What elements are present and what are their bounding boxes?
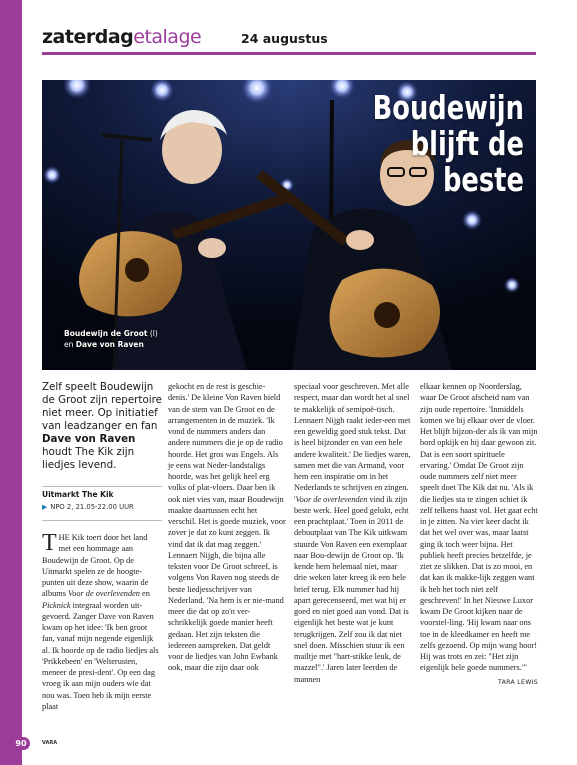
article-column-2 [168,381,286,674]
col3-p1: speciaal voor geschreven. Met alle respect, maar dan wordt het al snel te makkelijk of semipoë-tisch. Lennaert Nijgh raakt ieder-een met een geweldig goed stuk tekst. Dat is heel bijzonder en van een hele andere kwaliteit.' De liedjes waren, samen met die van Armand, voor hem een inspiratie om in het Nederlands te schrijven en zingen. ' [294,382,411,504]
caption-name2: Dave von Raven [75,340,144,349]
col1-p1c: integraal worden uit-gevoerd. Zanger Dave von Raven kwam op het idee: 'Ik ben groot fan, vanaf mijn negende eigenlijk al. Ik hoorde op de radio liedjes als 'Prikkebeen' en 'Welterusten, meneer de presi-dent'. Op een dag vroeg ik aan mijn ouders wie dat nou was. Toen heb ik mijn eerste plaat [42,600,159,711]
concert-photo [42,80,536,370]
intro-bold: Dave von Raven [42,433,136,445]
headline [373,90,524,198]
col1-album1: Voor de overlevenden [68,589,140,599]
purple-sidebar [0,0,22,765]
article-column-3 [294,381,412,685]
article-column-1 [42,532,160,712]
author-signature: TARA LEWIS [497,678,538,686]
section-title [42,26,201,48]
caption-pre2: en [64,340,76,349]
info-title: Uitmarkt The Kik [42,490,114,499]
play-triangle-icon: ▶ [42,503,48,511]
intro-part2: houdt The Kik zijn liedjes levend. [42,446,135,471]
photo-caption [64,328,158,350]
footer-logo: VARA [42,740,58,746]
info-line-text: NPO 2, 21.05-22.00 UUR [50,503,134,511]
col3-album: Voor de overlevenden [295,494,368,504]
broadcast-info [42,490,162,511]
col2-text: gekocht en de rest is geschie-denis.' De kleine Von Raven hield van de stem van De Groot en de arrangementen in de muziek. 'Ik vond de nummers anders dan andere nummers die je op de radio hoorde. Het gros was Engels. Als je eens wat Neder-landstaligs hoorde, was het gelijk heel erg volks of plat-vloers. Daar ben ik ook niet vies van, maar Boudewijn maakte daartussen echt het verschil. Het is goede muziek, voor zover je dat zo kunt zeggen. Ik vind dat ik dat mag zeggen.' Lennaert Nijgh, die bijna alle teksten voor De Groot schreef, is volgens Von Raven nog steeds de beste liedjesschrijver van Nederland. 'Na hem is er nie-mand meer die dat op zo'n ver-schrikkelijk goede manier heeft gedaan. Het zijn teksten die iedereen aanspreken. Dat geldt voor de liedjes van John Ewbank ook, maar die zijn daar ook [168,382,286,673]
col3-p1b: vind ik zijn beste werk. Heel goed gelukt, echt een prachtplaat.' Toen in 2011 de debuutplaat van The Kik uitkwam stuurde Von Raven een exemplaar naar Bou-dewijn de Groot op. 'Ik kende hem helemaal niet, maar drie weken later kreeg ik een hele brief terug. Elk nummer had hij apart gerecenseerd, met wat hij er goed en niet goed aan vond. Dat is eigenlijk het beste wat je kunt terugkrijgen. Zelf zou ik dat niet snel doen. Misschien stuur ik een mailtje met "hart-stikke leuk, de mazzel".' Jaren later leerden de mannen [294,494,409,684]
section-title-part2: etalage [133,26,202,48]
intro-part1: Zelf speelt Boudewijn de Groot zijn repertoire niet meer. Op initiatief van leadzanger en fan [42,381,162,432]
page-number: 90 [12,737,30,750]
headline-line2: blijft de [410,124,524,163]
caption-rest1: (l) [147,329,158,338]
info-line [42,503,162,511]
info-rule-top [42,486,162,487]
drop-cap: T [42,530,57,556]
col1-album2: Picknick [42,600,71,610]
caption-name1: Boudewijn de Groot [64,329,148,338]
article-column-4 [420,381,538,688]
col4-text: elkaar kennen op Noorderslag, waar De Groot afscheid nam van zijn oude repertoire. 'Inmiddels komen we bij elkaar over de vloer. Het blijft bijzon-der als ik van mijn bord opkijk en hij daar gewoon zit. Dat is een soort spirituele ervaring.' Omdat De Groot zijn oude nummers zelf niet meer speelt doet The Kik dat nu. 'Als ik die liedjes sta te zingen schiet ik zelf telkens haast vol. Het gaat echt in je zitten. Na vier keer dacht ik dat het wel over was, maar laatst ging ik toch weer bijna. Het publiek heeft precies hetzelfde, je ziet ze slikken. Dat is zo mooi, en dat kan ik makke-lijk zeggen want ik heb het toch niet zelf geschreven!' In het Nieuwe Luxor kwam De Groot kijken naar de voorstel-ling. 'Hij kwam naar ons toe in de kleedkamer en heeft me zelfs gezoend. Op mijn wang hoor! Hij was trots en zei: "Het zijn eigenlijk hele goede nummers."' [420,382,538,673]
col1-p1b: en [139,589,150,599]
header-date: 24 augustus [241,31,328,46]
headline-line1: Boudewijn [372,88,524,127]
header-rule [42,52,536,55]
info-rule-bottom [42,520,162,521]
col1-p1: HE Kik toert door het land met een hommage aan Boudewijn de Groot. Op de Uitmarkt spelen ze de hoogte-punten uit deze show, waarin de albums [42,533,149,599]
headline-line3: beste [443,160,524,199]
section-title-part1: zaterdag [42,26,134,48]
intro-text [42,381,162,472]
